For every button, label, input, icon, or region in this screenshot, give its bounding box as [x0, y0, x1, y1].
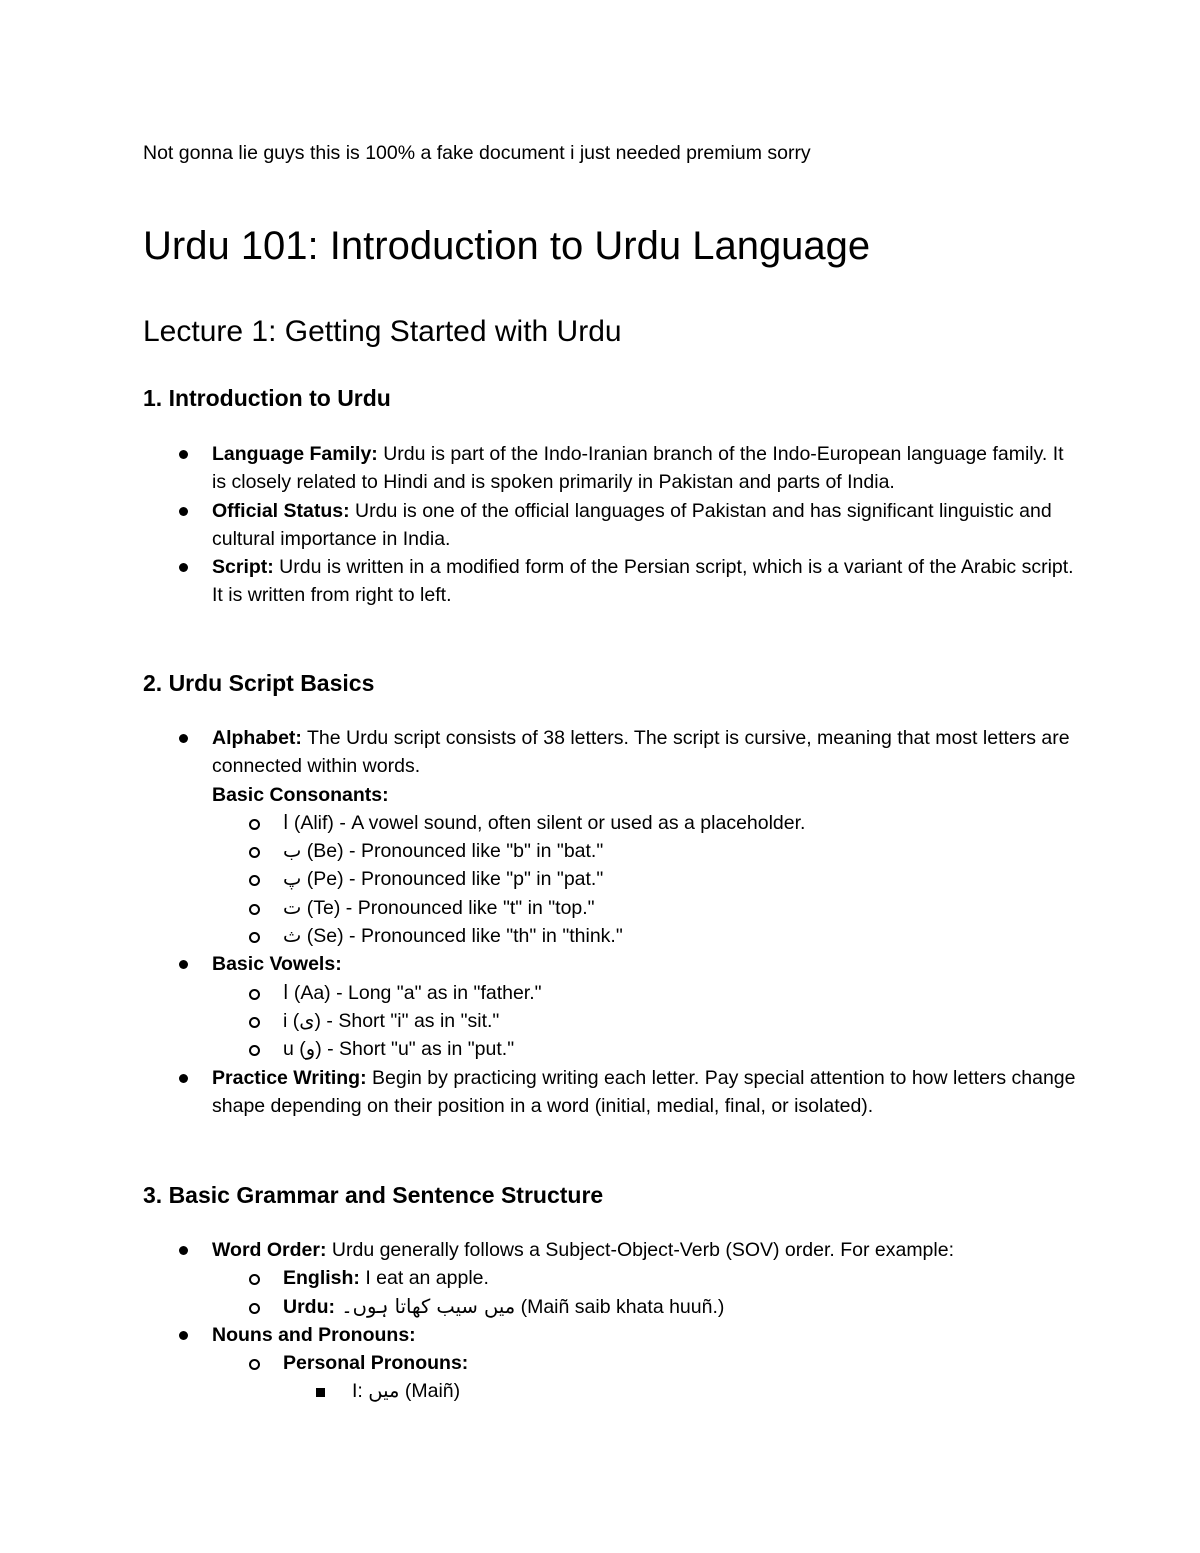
- urdu-glyph: ب: [283, 839, 302, 863]
- circle-bullet-icon: [249, 875, 260, 886]
- list-item: [143, 1321, 1083, 1349]
- circle-bullet-icon: [249, 1359, 260, 1370]
- item-text: Urdu is part of the Indo-Iranian branch of the Indo-European language family. It is closely related to Hindi and is spoken primarily in Pakistan and parts of India.: [212, 443, 1064, 494]
- nouns-label: Nouns and Pronouns:: [212, 1323, 416, 1346]
- urdu-sentence: میں سیب کھاتا ہوں۔: [335, 1294, 516, 1318]
- item-label: Word Order:: [212, 1239, 327, 1261]
- circle-bullet-icon: [249, 932, 260, 943]
- item-label: I:: [352, 1380, 369, 1403]
- list-item: [143, 894, 1083, 922]
- list-item: [143, 440, 1083, 497]
- intro-list: [143, 440, 1083, 610]
- item-text: (Se) - Pronounced like "th" in "think.": [301, 925, 623, 948]
- bullet-icon: [179, 563, 188, 572]
- list-item: [143, 1236, 1083, 1264]
- document-page: [143, 138, 1083, 1403]
- item-text: u (و) - Short "u" as in "put.": [283, 1038, 515, 1061]
- urdu-glyph: ا: [283, 810, 289, 834]
- list-item: [143, 497, 1083, 554]
- document-title: Urdu 101: Introduction to Urdu Language: [143, 224, 871, 268]
- bullet-icon: [179, 960, 188, 969]
- disclaimer-note: Not gonna lie guys this is 100% a fake document i just needed premium sorry: [143, 142, 811, 164]
- urdu-glyph: پ: [283, 867, 302, 891]
- item-label: Alphabet:: [212, 727, 302, 749]
- item-text: (Pe) - Pronounced like "p" in "pat.": [301, 868, 604, 891]
- list-item: [143, 1035, 1083, 1063]
- item-text: i (ی) - Short "i" as in "sit.": [283, 1009, 500, 1032]
- list-item: [143, 809, 1083, 837]
- list-item: [143, 1264, 1083, 1292]
- list-item: [143, 1293, 1083, 1321]
- urdu-glyph: ث: [283, 924, 302, 948]
- bullet-icon: [179, 1246, 188, 1255]
- item-label: Urdu:: [283, 1295, 335, 1318]
- circle-bullet-icon: [249, 1303, 260, 1314]
- item-label: English:: [283, 1267, 360, 1290]
- item-text: (Be) - Pronounced like "b" in "bat.": [301, 840, 604, 863]
- item-label: Practice Writing:: [212, 1066, 367, 1089]
- list-item: [143, 950, 1083, 978]
- urdu-glyph: ا: [283, 980, 289, 1004]
- square-bullet-icon: [316, 1388, 325, 1397]
- circle-bullet-icon: [249, 847, 260, 858]
- list-item: [143, 1064, 1083, 1121]
- item-text: Urdu is one of the official languages of Pakistan and has significant linguistic and cultural importance in India.: [212, 499, 1052, 550]
- list-item: [143, 922, 1083, 950]
- bullet-icon: [179, 1331, 188, 1340]
- item-label: Official Status:: [212, 499, 350, 522]
- item-text: (Alif) - A vowel sound, often silent or used as a placeholder.: [288, 811, 806, 834]
- list-item: [143, 724, 1083, 809]
- list-item: [143, 1007, 1083, 1035]
- item-label: Language Family:: [212, 443, 378, 465]
- grammar-list: [143, 1236, 1083, 1406]
- item-text: Urdu is written in a modified form of the Persian script, which is a variant of the Arabic script. It is written from right to left.: [212, 556, 1074, 607]
- urdu-word: میں: [368, 1379, 400, 1403]
- lecture-heading: Lecture 1: Getting Started with Urdu: [143, 315, 622, 348]
- list-item: [143, 1349, 1083, 1377]
- circle-bullet-icon: [249, 1045, 260, 1056]
- item-text: (Maiñ): [399, 1380, 461, 1403]
- circle-bullet-icon: [249, 1017, 260, 1028]
- script-list: [143, 724, 1083, 1120]
- item-text: Urdu generally follows a Subject-Object-Verb (SOV) order. For example:: [326, 1239, 954, 1261]
- section-heading-grammar: 3. Basic Grammar and Sentence Structure: [143, 1182, 604, 1208]
- item-text: (Maiñ saib khata huuñ.): [515, 1295, 725, 1318]
- section-heading-script: 2. Urdu Script Basics: [143, 670, 375, 696]
- item-label: Script:: [212, 556, 274, 579]
- item-text: (Te) - Pronounced like "t" in "top.": [301, 896, 595, 919]
- circle-bullet-icon: [249, 989, 260, 1000]
- list-item: [143, 837, 1083, 865]
- circle-bullet-icon: [249, 1274, 260, 1285]
- circle-bullet-icon: [249, 819, 260, 830]
- list-item: [143, 865, 1083, 893]
- vowels-label: Basic Vowels:: [212, 953, 342, 976]
- bullet-icon: [179, 1074, 188, 1083]
- item-text: The Urdu script consists of 38 letters. The script is cursive, meaning that most letters are connected within words.: [212, 727, 1070, 778]
- list-item: [143, 553, 1083, 610]
- list-item: [143, 979, 1083, 1007]
- list-item: [143, 1377, 1083, 1405]
- bullet-icon: [179, 507, 188, 516]
- consonants-label: Basic Consonants:: [212, 783, 389, 806]
- item-text: I eat an apple.: [359, 1267, 489, 1290]
- bullet-icon: [179, 734, 188, 743]
- urdu-glyph: ت: [283, 895, 302, 919]
- bullet-icon: [179, 450, 188, 459]
- circle-bullet-icon: [249, 904, 260, 915]
- personal-pronouns-label: Personal Pronouns:: [283, 1352, 469, 1375]
- item-text: (Aa) - Long "a" as in "father.": [288, 981, 542, 1004]
- section-heading-intro: 1. Introduction to Urdu: [143, 385, 391, 411]
- item-text: Begin by practicing writing each letter. Pay special attention to how letters change shape depending on their position in a word (initial, medial, final, or isolated).: [212, 1066, 1076, 1117]
